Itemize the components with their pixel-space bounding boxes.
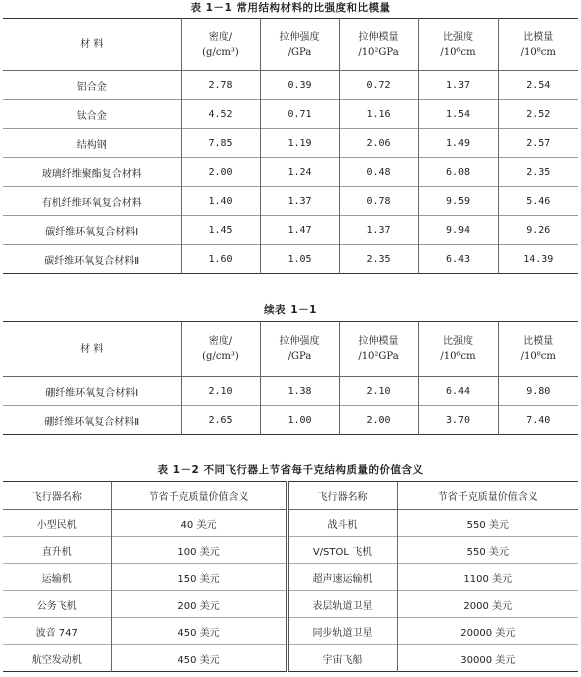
table-cell: 6.44 <box>418 377 498 406</box>
table-cell: 7.85 <box>181 129 260 158</box>
table-row <box>3 245 578 274</box>
table-row <box>3 406 578 435</box>
header-tensile-modulus <box>339 19 418 71</box>
table-cell: 9.94 <box>418 216 498 245</box>
table-row <box>3 158 578 187</box>
header-specific-modulus <box>498 19 578 71</box>
table1-continued <box>3 321 578 435</box>
table-cell: 1.19 <box>260 129 339 158</box>
table-cell: 450 美元 <box>111 645 287 672</box>
table-cell: 硼纤维环氧复合材料Ⅱ <box>3 406 181 435</box>
table-cell: 1.00 <box>260 406 339 435</box>
table-cell: 1.37 <box>418 71 498 100</box>
table-cell: 2.35 <box>339 245 418 274</box>
table-cell: 2.54 <box>498 71 578 100</box>
table-cell: 100 美元 <box>111 537 287 564</box>
table-cell: 2.06 <box>339 129 418 158</box>
header-aircraft-name-2: 飞行器名称 <box>287 482 397 510</box>
table-cell: 6.43 <box>418 245 498 274</box>
table2-caption: 表 1－2 不同飞行器上节省每千克结构质量的价值含义 <box>157 464 424 476</box>
table-cell: 200 美元 <box>111 591 287 618</box>
table-cell: 同步轨道卫星 <box>287 618 397 645</box>
table-cell: 1.38 <box>260 377 339 406</box>
table-cell: 运输机 <box>3 564 111 591</box>
table-row <box>3 187 578 216</box>
table-cell: 2.57 <box>498 129 578 158</box>
header-line: 密度/ <box>208 336 233 347</box>
table-cell: 碳纤维环氧复合材料Ⅰ <box>3 216 181 245</box>
table-row <box>3 618 578 645</box>
table-cell: 9.26 <box>498 216 578 245</box>
table-cell: 结构钢 <box>3 129 181 158</box>
table1-caption: 表 1－1 常用结构材料的比强度和比模量 <box>190 2 391 14</box>
header-material: 材 料 <box>3 19 181 71</box>
table-cell: 碳纤维环氧复合材料Ⅱ <box>3 245 181 274</box>
header-specific-strength <box>418 322 498 377</box>
table-cell: 1.24 <box>260 158 339 187</box>
header-tensile-strength <box>260 19 339 71</box>
table-cell: 1.54 <box>418 100 498 129</box>
table-cell: 2.00 <box>181 158 260 187</box>
table-cell: 550 美元 <box>397 510 578 537</box>
table-cell: 1.37 <box>260 187 339 216</box>
table-cell: 0.71 <box>260 100 339 129</box>
table-cell: 1.45 <box>181 216 260 245</box>
table-cell: 0.39 <box>260 71 339 100</box>
header-line: (g/cm³) <box>202 351 239 362</box>
header-tensile-modulus <box>339 322 418 377</box>
table-cell: 钛合金 <box>3 100 181 129</box>
table-cell: 2000 美元 <box>397 591 578 618</box>
header-line: /GPa <box>287 351 312 362</box>
table-cell: 1.47 <box>260 216 339 245</box>
header-density <box>181 322 260 377</box>
table-cell: 1.37 <box>339 216 418 245</box>
table-cell: 40 美元 <box>111 510 287 537</box>
header-line: /10⁸cm <box>520 351 556 362</box>
table-row <box>3 100 578 129</box>
table-row <box>3 537 578 564</box>
table2 <box>3 481 578 672</box>
table-cell: 550 美元 <box>397 537 578 564</box>
table-cell: 有机纤维环氧复合材料 <box>3 187 181 216</box>
header-line: 比模量 <box>523 31 554 43</box>
table-cell: 0.72 <box>339 71 418 100</box>
table-cell: 0.78 <box>339 187 418 216</box>
table-row <box>3 377 578 406</box>
header-value-meaning-2: 节省千克质量价值含义 <box>397 482 578 510</box>
table-row <box>3 591 578 618</box>
table-row <box>3 129 578 158</box>
table-cell: 2.35 <box>498 158 578 187</box>
table-cell: 2.52 <box>498 100 578 129</box>
header-specific-strength <box>418 19 498 71</box>
table-cell: 2.00 <box>339 406 418 435</box>
header-material: 材 料 <box>3 322 181 377</box>
table-cell: 5.46 <box>498 187 578 216</box>
table-row <box>3 645 578 672</box>
table-cell: 玻璃纤维聚酯复合材料 <box>3 158 181 187</box>
table-cell: 1.05 <box>260 245 339 274</box>
table-cell: 铝合金 <box>76 81 107 93</box>
table-cell: 0.48 <box>339 158 418 187</box>
header-line: 拉伸强度 <box>279 31 320 43</box>
header-aircraft-name: 飞行器名称 <box>3 482 111 510</box>
table-cell: 7.40 <box>498 406 578 435</box>
table-cell: 2.65 <box>181 406 260 435</box>
table-cell: 表层轨道卫星 <box>287 591 397 618</box>
table-cell: 20000 美元 <box>397 618 578 645</box>
table-cell: 30000 美元 <box>397 645 578 672</box>
table-cell: 直升机 <box>3 537 111 564</box>
table-cell: 航空发动机 <box>3 645 111 672</box>
header-line: 比模量 <box>523 336 554 347</box>
header-line: /GPa <box>287 46 312 58</box>
table-cell: 宇宙飞船 <box>287 645 397 672</box>
table-cell: V/STOL 飞机 <box>287 537 397 564</box>
header-line: /10⁸cm <box>520 46 556 58</box>
table-cell: 小型民机 <box>36 519 77 531</box>
table-row <box>3 71 578 100</box>
table-cell: 2.78 <box>181 71 260 100</box>
table-cell: 1.49 <box>418 129 498 158</box>
table-cell: 波音 747 <box>3 618 111 645</box>
table-cell: 2.10 <box>181 377 260 406</box>
table-cell: 14.39 <box>498 245 578 274</box>
table-cell: 150 美元 <box>111 564 287 591</box>
table-cell: 1.40 <box>181 187 260 216</box>
table-cell: 硼纤维环氧复合材料Ⅰ <box>45 387 139 399</box>
table-cell: 9.59 <box>418 187 498 216</box>
table-row <box>3 510 578 537</box>
table-cell: 超声速运输机 <box>287 564 397 591</box>
header-line: /10⁶cm <box>440 46 476 58</box>
header-tensile-strength <box>260 322 339 377</box>
table1-cont-caption: 续表 1－1 <box>264 304 317 316</box>
table1 <box>3 18 578 274</box>
header-line: 比强度 <box>443 336 473 347</box>
header-specific-modulus <box>498 322 578 377</box>
table-cell: 1.16 <box>339 100 418 129</box>
table-cell: 1.60 <box>181 245 260 274</box>
header-line: /10⁶cm <box>440 351 476 362</box>
table-cell: 1100 美元 <box>397 564 578 591</box>
header-line: /10²GPa <box>358 46 399 58</box>
header-line: 比强度 <box>443 31 473 43</box>
table-cell: 战斗机 <box>287 510 397 537</box>
table-cell: 4.52 <box>181 100 260 129</box>
header-line: 拉伸模量 <box>358 31 399 43</box>
table-row <box>3 564 578 591</box>
header-line: 拉伸强度 <box>279 336 320 347</box>
table-cell: 公务飞机 <box>3 591 111 618</box>
table-cell: 3.70 <box>418 406 498 435</box>
header-value-meaning: 节省千克质量价值含义 <box>111 482 287 510</box>
table-row <box>3 216 578 245</box>
table-cell: 2.10 <box>339 377 418 406</box>
header-line: 密度/ <box>208 31 233 43</box>
table-cell: 450 美元 <box>111 618 287 645</box>
header-line: (g/cm³) <box>202 46 239 58</box>
header-line: /10²GPa <box>358 351 399 362</box>
table-cell: 9.80 <box>498 377 578 406</box>
header-line: 拉伸模量 <box>358 336 399 347</box>
table-cell: 6.08 <box>418 158 498 187</box>
header-density <box>181 19 260 71</box>
